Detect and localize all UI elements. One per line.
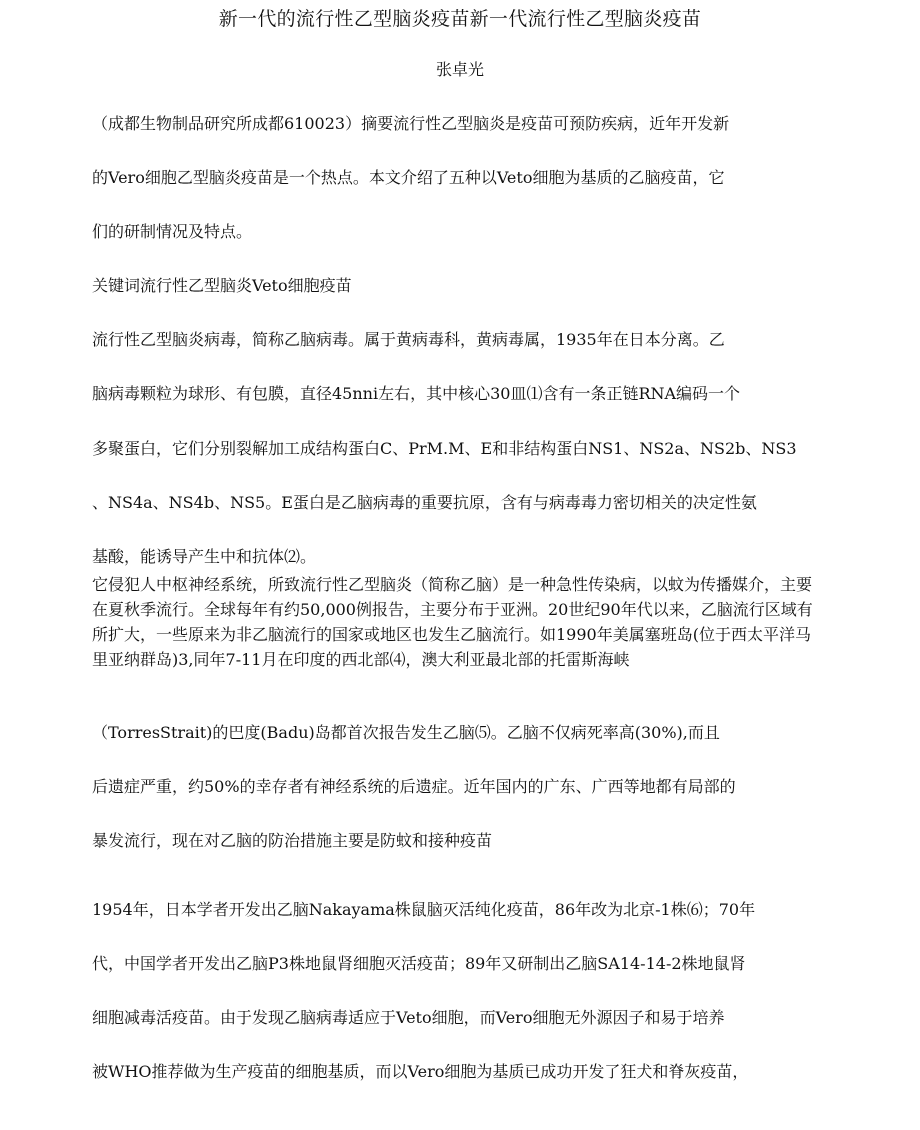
- dense-paragraph: 它侵犯人中枢神经系统，所致流行性乙型脑炎（简称乙脑）是一种急性传染病，以蚊为传播媒介，主要在夏秋季流行。全球每年有约50,000例报告，主要分布于亚洲。20世纪90年代以来，乙脑流行区域有所扩大，一些原来为非乙脑流行的国家或地区也发生乙脑流行。如1990年美属塞班岛(位于西太平洋马里亚纳群岛)3,同年7-11月在印度的西北部⑷，澳大利亚最北部的托雷斯海峡: [92, 575, 813, 669]
- paragraph-line: （TorresStrait)的巴度(Badu)岛都首次报告发生乙脑⑸。乙脑不仅病死率高(30%),而且: [92, 723, 720, 742]
- paragraph-line: 流行性乙型脑炎病毒，简称乙脑病毒。属于黄病毒科，黄病毒属，1935年在日本分离。乙: [92, 330, 725, 349]
- paragraph-line: 、NS4a、NS4b、NS5。E蛋白是乙脑病毒的重要抗原，含有与病毒毒力密切相关的决定性氨: [92, 493, 757, 512]
- paragraph-line: 被WHO推荐做为生产疫苗的细胞基质，而以Vero细胞为基质已成功开发了狂犬和脊灰疫苗，: [92, 1062, 749, 1081]
- paragraph-line: 后遗症严重，约50%的幸存者有神经系统的后遗症。近年国内的广东、广西等地都有局部的: [92, 777, 736, 796]
- abstract-line: 的Vero细胞乙型脑炎疫苗是一个热点。本文介绍了五种以Veto细胞为基质的乙脑疫苗，它: [92, 168, 725, 187]
- paragraph-line: 代，中国学者开发出乙脑P3株地鼠肾细胞灭活疫苗；89年又研制出乙脑SA14-14-2株地鼠肾: [92, 954, 746, 973]
- paragraph-line: 多聚蛋白，它们分别裂解加工成结构蛋白C、PrM.M、E和非结构蛋白NS1、NS2a、NS2b、NS3: [92, 439, 797, 458]
- document-title: 新一代的流行性乙型脑炎疫苗新一代流行性乙型脑炎疫苗: [218, 8, 702, 30]
- abstract-line: 们的研制情况及特点。: [92, 222, 253, 241]
- paragraph-line: 1954年，日本学者开发出乙脑Nakayama株鼠脑灭活纯化疫苗，86年改为北京-1株⑹；70年: [92, 900, 756, 919]
- author-name: 张卓光: [435, 60, 484, 79]
- paragraph-line: 细胞减毒活疫苗。由于发现乙脑病毒适应于Veto细胞，而Vero细胞无外源因子和易于培养: [92, 1008, 725, 1027]
- paragraph-line: 基酸，能诱导产生中和抗体⑵。: [92, 547, 317, 566]
- keywords-line: 关键词流行性乙型脑炎Veto细胞疫苗: [92, 276, 352, 295]
- paragraph-line: 暴发流行，现在对乙脑的防治措施主要是防蚊和接种疫苗: [92, 831, 493, 850]
- paragraph-line: 脑病毒颗粒为球形、有包膜，直径45nni左右，其中核心30皿⑴含有一条正链RNA编码一个: [92, 384, 741, 403]
- abstract-line: （成都生物制品研究所成都610023）摘要流行性乙型脑炎是疫苗可预防疾病，近年开发新: [92, 114, 730, 133]
